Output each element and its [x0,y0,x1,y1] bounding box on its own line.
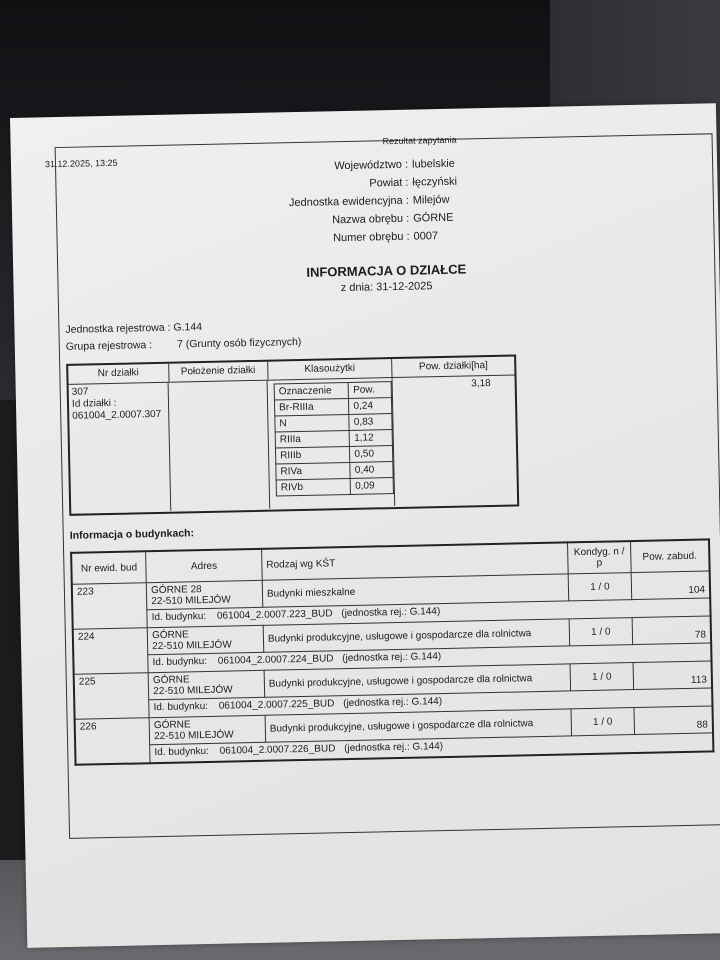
location-label: Numer obrębu : [333,230,410,245]
buildings-table [70,538,714,765]
col-header-nr-bud: Nr ewid. bud [71,551,146,584]
registry-unit-value: G.144 [173,321,203,334]
class-header-oznaczenie: Oznaczenie [274,382,349,400]
parcel-pow: 3,18 [471,377,491,390]
building-jednostka: (jednostka rej.: G.144) [342,651,442,665]
location-row-wojewodztwo [56,152,712,173]
document-date: z dnia: 31-12-2025 [340,280,433,295]
building-adres [147,625,263,654]
class-pow: 0,50 [350,446,393,463]
building-id-label: Id. budynku: [153,700,209,714]
building-id-value: 061004_2.0007.223_BUD [216,608,333,622]
building-adres [146,580,262,609]
class-oznaczenie: N [275,414,350,432]
parcel-table [66,354,519,515]
registry-group-value: 7 (Grunty osób fizycznych) [176,335,302,351]
building-jednostka: (jednostka rej.: G.144) [343,696,443,710]
class-oznaczenie: RIIIa [275,430,350,448]
building-pow: 113 [633,661,712,690]
building-adres-line1: GÓRNE [152,674,190,687]
location-value: GÓRNE [413,211,454,225]
print-datetime: 31.12.2025, 13:25 [44,157,118,170]
location-value: Milejów [412,193,450,207]
col-header-pow: Pow. działki[ha] [418,360,489,373]
building-rodzaj: Budynki produkcyjne, usługowe i gospodarcze dla rolnictwa [263,619,570,652]
registry-unit [65,321,202,336]
parcel-polozenie-cell [169,381,271,511]
building-adres-line2: 22-510 MILEJÓW [153,684,233,698]
building-pow: 104 [631,571,710,600]
building-adres-line2: 22-510 MILEJÓW [151,594,231,608]
location-row-powiat [56,170,712,190]
building-nr: 224 [73,628,149,675]
building-pow: 78 [632,616,711,645]
building-adres-line1: GÓRNE 28 [150,584,202,597]
building-rodzaj: Budynki produkcyjne, usługowe i gospodarcze dla rolnictwa [264,664,571,697]
parcel-klasouzytki-cell [268,378,396,509]
document-title: INFORMACJA O DZIAŁCE [306,261,467,280]
registry-unit-label: Jednostka rejestrowa : [65,321,171,336]
printed-document [10,103,720,948]
registry-group-label: Grupa rejestrowa : [65,339,153,353]
class-oznaczenie: RIIIb [275,446,350,464]
class-oznaczenie: RIVa [276,462,351,480]
building-id-label: Id. budynku: [151,611,207,624]
parcel-nr: 307 [71,386,89,398]
class-row [276,478,393,496]
location-row-jednostka [57,188,713,210]
building-nr: 223 [72,583,148,630]
building-adres-line1: GÓRNE [153,719,191,732]
building-adres-line2: 22-510 MILEJÓW [154,729,234,743]
print-title: Rezultat zapytania [382,134,457,147]
location-value: łęczyński [412,175,458,189]
building-nr: 225 [74,673,150,720]
class-pow: 0,24 [349,398,392,415]
class-oznaczenie: RIVb [276,478,351,496]
class-pow: 0,83 [349,414,392,431]
building-id-value: 061004_2.0007.224_BUD [217,653,334,667]
building-kondyg: 1 / 0 [570,663,633,691]
building-kondyg: 1 / 0 [569,618,632,646]
building-jednostka: (jednostka rej.: G.144) [341,606,441,620]
building-id-value: 061004_2.0007.226_BUD [219,743,336,757]
parcel-id-label: Id działki : [71,397,117,410]
registry-group [66,336,302,353]
col-header-pow-zabud: Pow. zabud. [630,539,709,572]
col-header-nr: Nr działki [68,364,169,384]
building-rodzaj: Budynki produkcyjne, usługowe i gospodarcze dla rolnictwa [265,709,572,742]
location-row-numer-obrebu [58,224,714,245]
buildings-title: Informacja o budynkach: [69,527,195,542]
building-id-value: 061004_2.0007.225_BUD [218,698,335,712]
parcel-nr-cell [69,383,172,513]
col-header-kondyg: Kondyg. n / p [568,541,631,574]
building-id-label: Id. budynku: [154,745,210,759]
building-adres [149,715,265,744]
class-table [274,381,394,496]
building-pow: 88 [634,706,713,735]
document-frame [55,133,720,839]
parcel-pow-cell [393,375,518,506]
building-kondyg: 1 / 0 [568,573,631,601]
col-header-polozenie: Położenie działki [169,362,268,382]
col-header-adres: Adres [146,549,262,583]
class-header-pow: Pow. [348,382,391,399]
class-oznaczenie: Br-RIIIa [274,398,349,416]
location-value: 0007 [413,230,439,243]
building-adres-line2: 22-510 MILEJÓW [152,639,232,653]
class-pow: 1,12 [349,430,392,447]
class-pow: 0,09 [350,478,393,495]
location-label: Województwo : [334,158,409,173]
col-header-klasouzytki: Klasoużytki [268,359,393,380]
building-adres-line1: GÓRNE [151,629,189,642]
location-value: lubelskie [411,157,455,171]
building-adres [148,670,264,699]
col-header-rodzaj: Rodzaj wg KŚT [261,542,568,580]
building-kondyg: 1 / 0 [571,708,634,736]
building-nr: 226 [75,718,151,765]
location-label: Nazwa obrębu : [332,212,410,227]
location-label: Powiat : [369,176,409,190]
location-row-nazwa-obrebu [57,206,713,227]
parcel-id-value: 061004_2.0007.307 [72,408,162,422]
building-id-label: Id. budynku: [152,655,208,669]
class-pow: 0,40 [350,462,393,479]
parcel-table-body [69,375,518,512]
building-rodzaj: Budynki mieszkalne [262,574,569,607]
location-label: Jednostka ewidencyjna : [288,194,409,210]
building-jednostka: (jednostka rej.: G.144) [344,741,444,755]
